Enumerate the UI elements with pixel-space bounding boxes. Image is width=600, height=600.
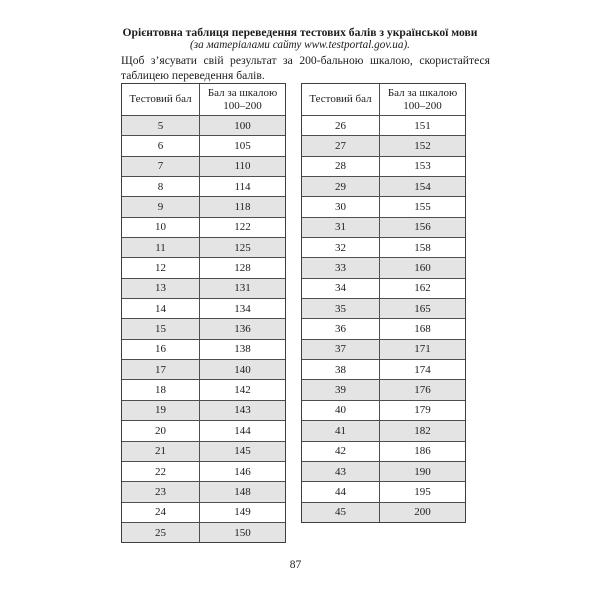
scale-score-cell: 136 [234, 323, 251, 336]
header-test-score: Тестовий бал [122, 84, 200, 115]
scale-score-cell: 110 [234, 160, 251, 173]
scale-score-cell: 145 [234, 445, 251, 458]
table-row [302, 461, 465, 481]
test-score-cell: 6 [122, 136, 200, 155]
test-score-cell: 42 [302, 442, 380, 461]
table-row [302, 217, 465, 237]
test-score-cell: 41 [302, 421, 380, 440]
test-score-cell: 27 [302, 136, 380, 155]
table-row [302, 318, 465, 338]
scale-score-cell: 195 [414, 485, 431, 498]
test-score-cell: 31 [302, 218, 380, 237]
test-score-cell: 32 [302, 238, 380, 257]
scale-score-cell: 140 [234, 363, 251, 376]
table-row [122, 481, 285, 501]
table-row [302, 237, 465, 257]
scale-score-cell: 153 [414, 160, 431, 173]
table-row [122, 135, 285, 155]
table-row [122, 115, 285, 135]
table-row [302, 115, 465, 135]
table-row [122, 420, 285, 440]
table-row [122, 278, 285, 298]
table-row [302, 156, 465, 176]
conversion-table-left [121, 83, 286, 543]
scale-score-cell: 152 [414, 140, 431, 153]
table-row [122, 359, 285, 379]
table-row [302, 339, 465, 359]
test-score-cell: 21 [122, 442, 200, 461]
scale-score-cell: 125 [234, 241, 251, 254]
scale-score-cell: 174 [414, 363, 431, 376]
scale-score-cell: 114 [234, 180, 251, 193]
scale-score-cell: 154 [414, 180, 431, 193]
test-score-cell: 8 [122, 177, 200, 196]
scale-score-cell: 156 [414, 221, 431, 234]
test-score-cell: 16 [122, 340, 200, 359]
table-row [122, 441, 285, 461]
test-score-cell: 14 [122, 299, 200, 318]
header-scale-score: Бал за шкалою 100–200 [387, 86, 458, 112]
scale-score-cell: 148 [234, 485, 251, 498]
table-row [302, 502, 465, 522]
table-header-row [302, 84, 465, 115]
test-score-cell: 39 [302, 380, 380, 399]
page-subtitle: (за матеріалами сайту www.testportal.gov.ua). [190, 39, 410, 51]
test-score-cell: 24 [122, 503, 200, 522]
test-score-cell: 30 [302, 197, 380, 216]
table-row [122, 400, 285, 420]
test-score-cell: 43 [302, 462, 380, 481]
scale-score-cell: 122 [234, 221, 251, 234]
scale-score-cell: 168 [414, 323, 431, 336]
test-score-cell: 45 [302, 503, 380, 522]
table-row [122, 237, 285, 257]
scale-score-cell: 171 [414, 343, 431, 356]
page-number: 87 [289, 559, 302, 571]
table-row [302, 135, 465, 155]
table-row [122, 502, 285, 522]
table-row [122, 522, 285, 542]
scale-score-cell: 144 [234, 424, 251, 437]
table-row [122, 461, 285, 481]
table-row [122, 156, 285, 176]
scale-score-cell: 118 [234, 201, 251, 214]
table-row [302, 278, 465, 298]
page-title: Орієнтовна таблиця переведення тестових балів з української мови [122, 26, 478, 39]
scale-score-cell: 190 [414, 465, 431, 478]
scale-score-cell: 176 [414, 384, 431, 397]
test-score-cell: 7 [122, 157, 200, 176]
table-row [122, 298, 285, 318]
header-test-score: Тестовий бал [302, 84, 380, 115]
test-score-cell: 40 [302, 401, 380, 420]
table-row [122, 217, 285, 237]
scale-score-cell: 182 [414, 424, 431, 437]
test-score-cell: 17 [122, 360, 200, 379]
table-row [302, 379, 465, 399]
scale-score-cell: 138 [234, 343, 251, 356]
test-score-cell: 25 [122, 523, 200, 542]
table-row [122, 196, 285, 216]
test-score-cell: 37 [302, 340, 380, 359]
table-row [302, 298, 465, 318]
test-score-cell: 38 [302, 360, 380, 379]
table-row [302, 400, 465, 420]
intro-paragraph: Щоб з’ясувати свій результат за 200-бальною шкалою, скористайтеся таблицею переведення балів. [121, 54, 490, 82]
table-row [302, 176, 465, 196]
conversion-table-right [301, 83, 466, 523]
test-score-cell: 10 [122, 218, 200, 237]
test-score-cell: 35 [302, 299, 380, 318]
test-score-cell: 5 [122, 116, 200, 135]
scale-score-cell: 160 [414, 262, 431, 275]
test-score-cell: 22 [122, 462, 200, 481]
table-row [122, 379, 285, 399]
scale-score-cell: 158 [414, 241, 431, 254]
scale-score-cell: 143 [234, 404, 251, 417]
test-score-cell: 34 [302, 279, 380, 298]
scale-score-cell: 149 [234, 506, 251, 519]
test-score-cell: 26 [302, 116, 380, 135]
test-score-cell: 18 [122, 380, 200, 399]
header-scale-score: Бал за шкалою 100–200 [207, 86, 278, 112]
test-score-cell: 15 [122, 319, 200, 338]
test-score-cell: 19 [122, 401, 200, 420]
scale-score-cell: 165 [414, 302, 431, 315]
scale-score-cell: 186 [414, 445, 431, 458]
scale-score-cell: 100 [234, 119, 251, 132]
test-score-cell: 13 [122, 279, 200, 298]
table-row [302, 441, 465, 461]
scale-score-cell: 146 [234, 465, 251, 478]
table-row [302, 257, 465, 277]
table-header-row [122, 84, 285, 115]
scale-score-cell: 128 [234, 262, 251, 275]
table-row [122, 339, 285, 359]
test-score-cell: 11 [122, 238, 200, 257]
scale-score-cell: 150 [234, 526, 251, 539]
scale-score-cell: 162 [414, 282, 431, 295]
scale-score-cell: 155 [414, 201, 431, 214]
scale-score-cell: 134 [234, 302, 251, 315]
scale-score-cell: 200 [414, 506, 431, 519]
test-score-cell: 33 [302, 258, 380, 277]
table-row [302, 359, 465, 379]
test-score-cell: 12 [122, 258, 200, 277]
test-score-cell: 23 [122, 482, 200, 501]
test-score-cell: 20 [122, 421, 200, 440]
table-row [122, 257, 285, 277]
table-row [302, 481, 465, 501]
table-row [302, 420, 465, 440]
test-score-cell: 28 [302, 157, 380, 176]
scale-score-cell: 131 [234, 282, 251, 295]
test-score-cell: 29 [302, 177, 380, 196]
table-row [122, 176, 285, 196]
scale-score-cell: 179 [414, 404, 431, 417]
table-row [122, 318, 285, 338]
test-score-cell: 44 [302, 482, 380, 501]
test-score-cell: 9 [122, 197, 200, 216]
table-row [302, 196, 465, 216]
scale-score-cell: 105 [234, 140, 251, 153]
scale-score-cell: 151 [414, 119, 431, 132]
scale-score-cell: 142 [234, 384, 251, 397]
test-score-cell: 36 [302, 319, 380, 338]
